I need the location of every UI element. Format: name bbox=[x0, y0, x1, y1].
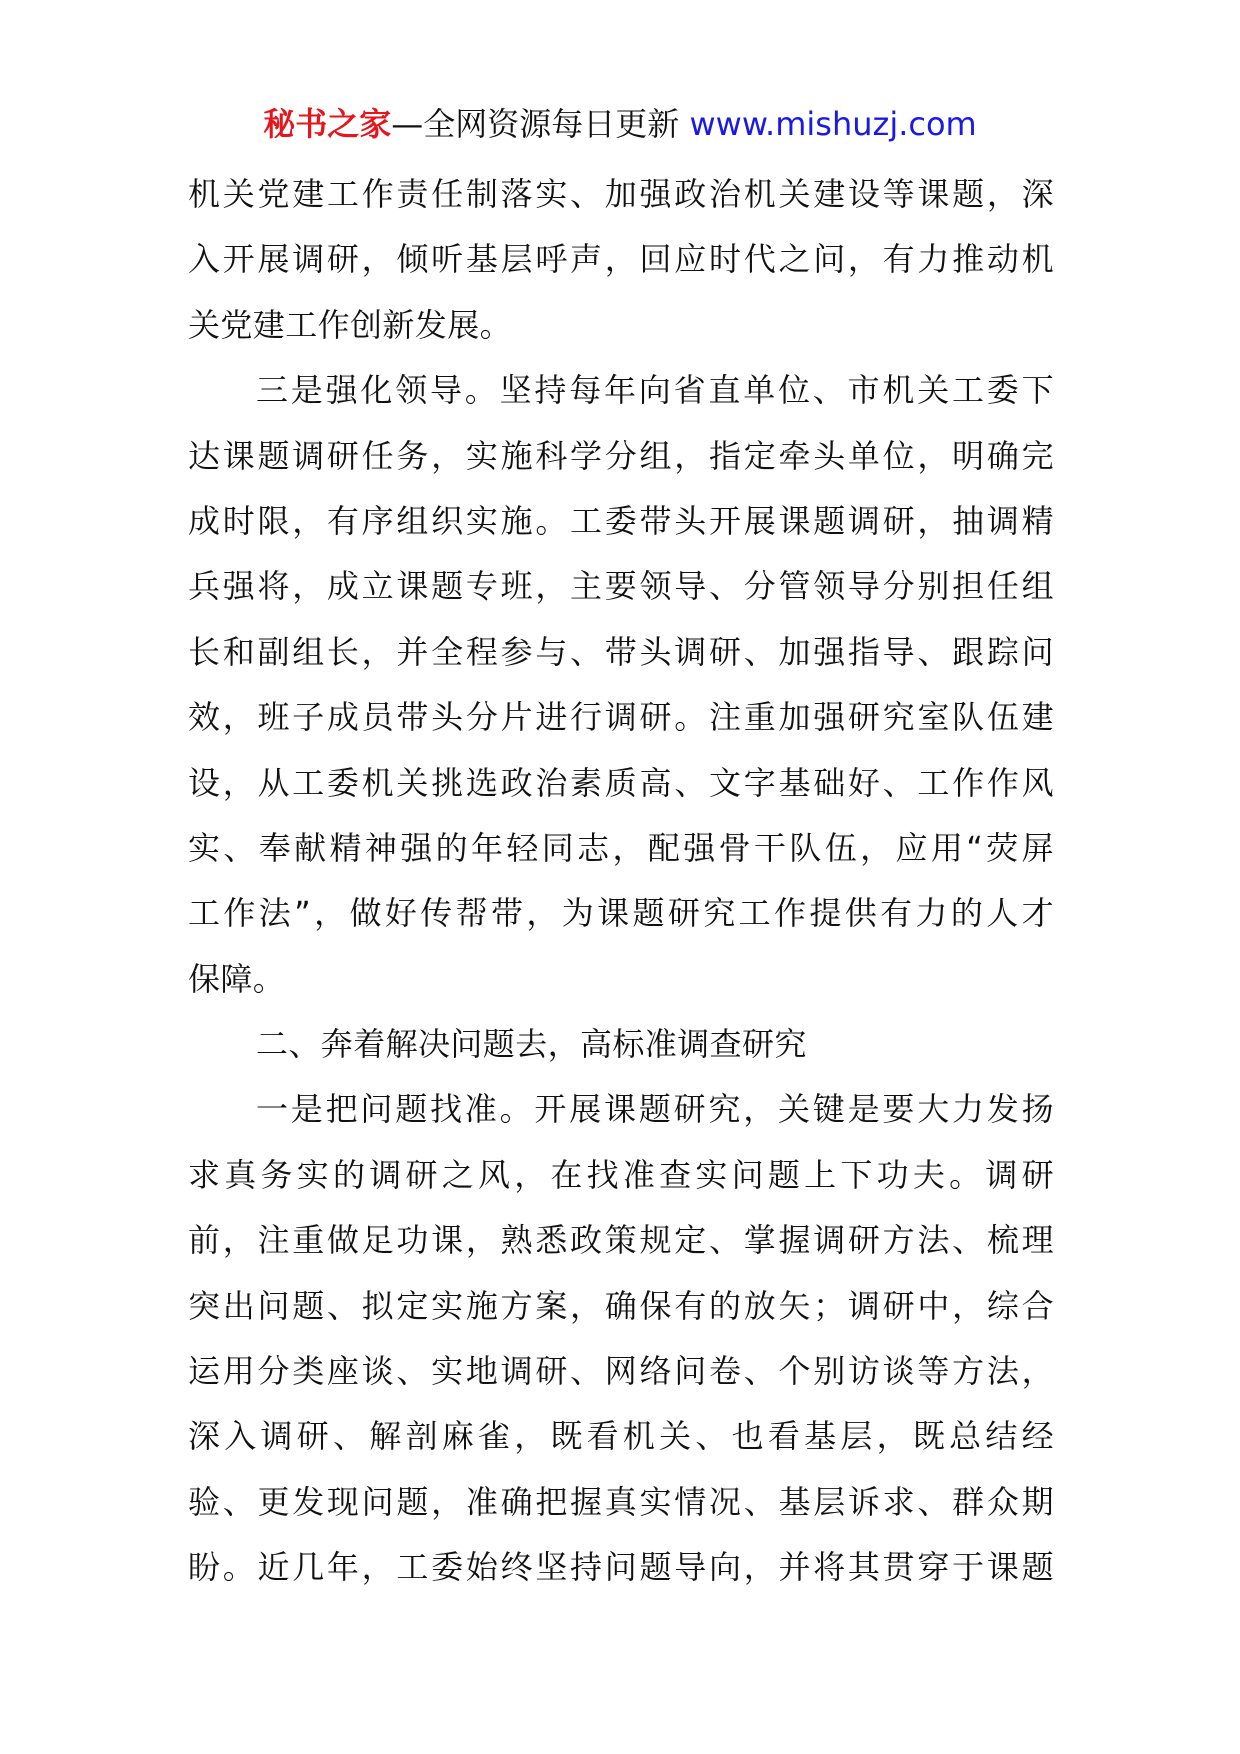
text-line: 设，从工委机关挑选政治素质高、文字基础好、工作作风 bbox=[188, 763, 1054, 802]
header-site-link[interactable]: www.mishuzj.com bbox=[689, 105, 977, 143]
text-line: 三是强化领导。坚持每年向省直单位、市机关工委下 bbox=[256, 371, 1054, 410]
text-line: 前，注重做足功课，熟悉政策规定、掌握调研方法、梳理 bbox=[188, 1221, 1054, 1260]
text-line: 关党建工作创新发展。 bbox=[188, 305, 513, 344]
page-header bbox=[0, 102, 1240, 146]
text-line: 机关党建工作责任制落实、加强政治机关建设等课题，深 bbox=[188, 175, 1054, 213]
text-line: 成时限，有序组织实施。工委带头开展课题调研，抽调精 bbox=[188, 501, 1054, 540]
text-line: 实、奉献精神强的年轻同志，配强骨干队伍，应用“荧屏 bbox=[188, 828, 1054, 867]
text-line: 兵强将，成立课题专班，主要领导、分管领导分别担任组 bbox=[188, 567, 1054, 606]
text-line: 工作法”，做好传帮带，为课题研究工作提供有力的人才 bbox=[188, 894, 1054, 933]
text-line: 效，班子成员带头分片进行调研。注重加强研究室队伍建 bbox=[188, 698, 1054, 737]
text-line: 达课题调研任务，实施科学分组，指定牵头单位，明确完 bbox=[188, 436, 1054, 475]
text-line: 保障。 bbox=[188, 959, 286, 998]
text-line: 入开展调研，倾听基层呼声，回应时代之问，有力推动机 bbox=[188, 240, 1054, 279]
text-line: 验、更发现问题，准确把握真实情况、基层诉求、群众期 bbox=[188, 1482, 1054, 1521]
header-brand: 秘书之家 bbox=[263, 105, 392, 143]
text-line: 运用分类座谈、实地调研、网络问卷、个别访谈等方法， bbox=[188, 1352, 1054, 1391]
text-line: 求真务实的调研之风，在找准查实问题上下功夫。调研 bbox=[188, 1155, 1054, 1194]
text-line: 长和副组长，并全程参与、带头调研、加强指导、跟踪问 bbox=[188, 632, 1054, 671]
document-body bbox=[188, 162, 1054, 1601]
text-line: 突出问题、拟定实施方案，确保有的放矢；调研中，综合 bbox=[188, 1286, 1054, 1325]
text-line: 深入调研、解剖麻雀，既看机关、也看基层，既总结经 bbox=[188, 1417, 1054, 1456]
section-heading: 二、奔着解决问题去，高标准调查研究 bbox=[256, 1025, 807, 1064]
text-line: 盼。近几年，工委始终坚持问题导向，并将其贯穿于课题 bbox=[188, 1548, 1054, 1587]
header-tagline: —全网资源每日更新 bbox=[391, 105, 690, 143]
text-line: 一是把问题找准。开展课题研究，关键是要大力发扬 bbox=[256, 1090, 1054, 1129]
